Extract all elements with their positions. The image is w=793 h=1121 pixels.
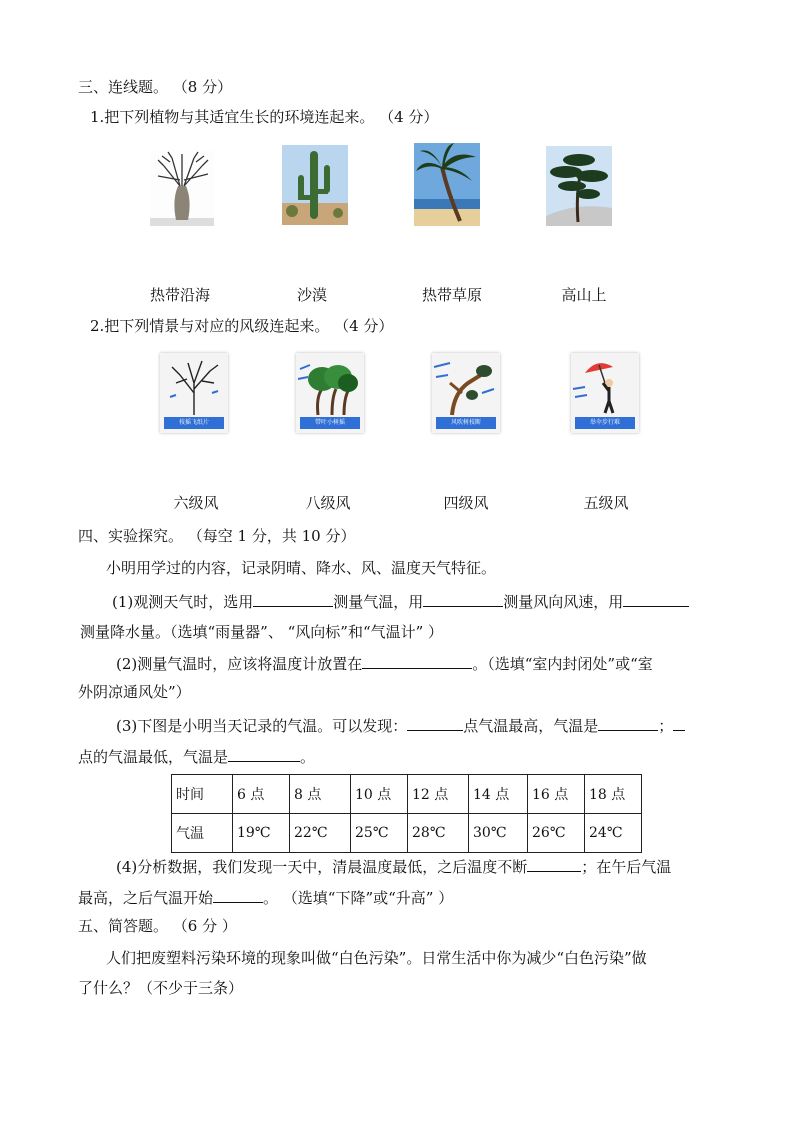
environment-label-desert: 沙漠 — [296, 286, 327, 304]
table-cell: 16 点 — [528, 775, 585, 814]
table-cell: 30℃ — [469, 814, 528, 853]
table-cell: 24℃ — [585, 814, 642, 853]
wind-scene-broken-branch-image — [432, 353, 500, 433]
answer-blank-temp-trend-afternoon[interactable] — [213, 886, 263, 903]
answer-blank-thermometer-placement[interactable] — [362, 652, 472, 669]
section-3-heading: 三、连线题。 （8 分） — [78, 78, 233, 96]
table-cell: 6 点 — [233, 775, 290, 814]
environment-label-savanna: 热带草原 — [421, 286, 482, 304]
cactus-image — [282, 145, 348, 225]
question-4-2-line2: 外阴凉通风处”） — [78, 683, 191, 701]
answer-blank-wind-tool[interactable] — [423, 590, 503, 607]
answer-blank-highest-temp[interactable] — [598, 714, 658, 731]
table-cell: 12 点 — [408, 775, 469, 814]
answer-area[interactable] — [78, 1006, 718, 1106]
wind-tag-1: 枝摇飞纸片 — [164, 417, 224, 429]
wind-level-label-8: 八级风 — [305, 494, 351, 512]
temperature-table — [171, 774, 642, 853]
answer-blank-temperature-tool[interactable] — [253, 590, 333, 607]
section-5-question-line2: 了什么？（不少于三条） — [78, 979, 244, 997]
palm-tree-image — [414, 143, 480, 226]
question-4-1-line1 — [112, 590, 689, 612]
table-cell: 19℃ — [233, 814, 290, 853]
q43-text-e: 。 — [300, 748, 316, 766]
q44-text-a: (4)分析数据，我们发现一天中，清晨温度最低，之后温度不断 — [116, 858, 528, 876]
q43-text-b: 点气温最高，气温是 — [463, 717, 599, 735]
question-4-3-line2 — [78, 745, 315, 767]
q44-text-b: ；在午后气温 — [581, 858, 672, 876]
table-cell: 8 点 — [290, 775, 351, 814]
table-cell: 时间 — [172, 775, 233, 814]
q44-text-c: 最高，之后气温开始 — [78, 889, 214, 907]
section-4-intro: 小明用学过的内容，记录阴晴、降水、风、温度天气特征。 — [106, 559, 497, 577]
baobab-tree-image — [150, 150, 214, 226]
table-cell: 10 点 — [351, 775, 408, 814]
table-cell: 22℃ — [290, 814, 351, 853]
table-row-temperature — [172, 814, 642, 853]
wind-tag-3: 风吹树枝断 — [436, 417, 496, 429]
q44-text-d: 。 （选填“下降”或“升高” ） — [263, 889, 454, 907]
q41-text-a: (1)观测天气时，选用 — [112, 593, 254, 611]
wind-scene-umbrella-walker-image — [571, 353, 639, 433]
question-4-4-line1 — [116, 855, 671, 877]
table-cell: 28℃ — [408, 814, 469, 853]
wind-level-label-6: 六级风 — [173, 494, 219, 512]
q41-text-c: 测量风向风速，用 — [503, 593, 624, 611]
table-cell: 18 点 — [585, 775, 642, 814]
table-cell: 气温 — [172, 814, 233, 853]
answer-blank-lowest-temp[interactable] — [228, 745, 300, 762]
wind-tag-2: 带叶小树摇 — [300, 417, 360, 429]
wind-tag-4: 举伞步行难 — [575, 417, 635, 429]
wind-level-label-4: 四级风 — [443, 494, 489, 512]
wind-scene-swaying-trees-image — [296, 353, 364, 433]
table-row-time — [172, 775, 642, 814]
section-5-heading: 五、简答题。 （6 分 ） — [78, 917, 237, 935]
question-4-4-line2 — [78, 886, 453, 908]
answer-blank-rain-tool[interactable] — [623, 590, 689, 607]
q43-text-a: (3)下图是小明当天记录的气温。可以发现： — [116, 717, 408, 735]
q42-text-a: (2)测量气温时，应该将温度计放置在 — [116, 655, 363, 673]
table-cell: 26℃ — [528, 814, 585, 853]
section-5-question-line1: 人们把废塑料污染环境的现象叫做“白色污染”。日常生活中你为减少“白色污染”做 — [106, 949, 647, 967]
answer-blank-temp-trend-morning[interactable] — [527, 855, 581, 872]
wind-level-label-5: 五级风 — [583, 494, 629, 512]
question-4-1-line2: 测量降水量。（选填“雨量器”、 “风向标”和“气温计” ） — [80, 623, 444, 641]
table-cell: 25℃ — [351, 814, 408, 853]
q43-text-d: 点的气温最低，气温是 — [78, 748, 229, 766]
mountain-pine-image — [546, 146, 612, 226]
q43-text-c: ； — [658, 717, 674, 735]
q42-text-b: 。（选填“室内封闭处”或“室 — [472, 655, 653, 673]
answer-blank-hottest-hour[interactable] — [407, 714, 463, 731]
wind-scene-bare-tree-image — [160, 353, 228, 433]
section-4-heading: 四、实验探究。 （每空 1 分，共 10 分） — [78, 527, 356, 545]
environment-label-coastal: 热带沿海 — [149, 286, 210, 304]
answer-blank-coldest-hour[interactable] — [673, 714, 685, 731]
question-2-text: 2.把下列情景与对应的风级连起来。 （4 分） — [90, 317, 394, 335]
question-4-3-line1 — [116, 714, 685, 736]
table-cell: 14 点 — [469, 775, 528, 814]
question-1-text: 1.把下列植物与其适宜生长的环境连起来。 （4 分） — [90, 108, 439, 126]
environment-label-mountain: 高山上 — [561, 286, 607, 304]
q41-text-b: 测量气温，用 — [333, 593, 424, 611]
question-4-2-line1 — [116, 652, 653, 674]
